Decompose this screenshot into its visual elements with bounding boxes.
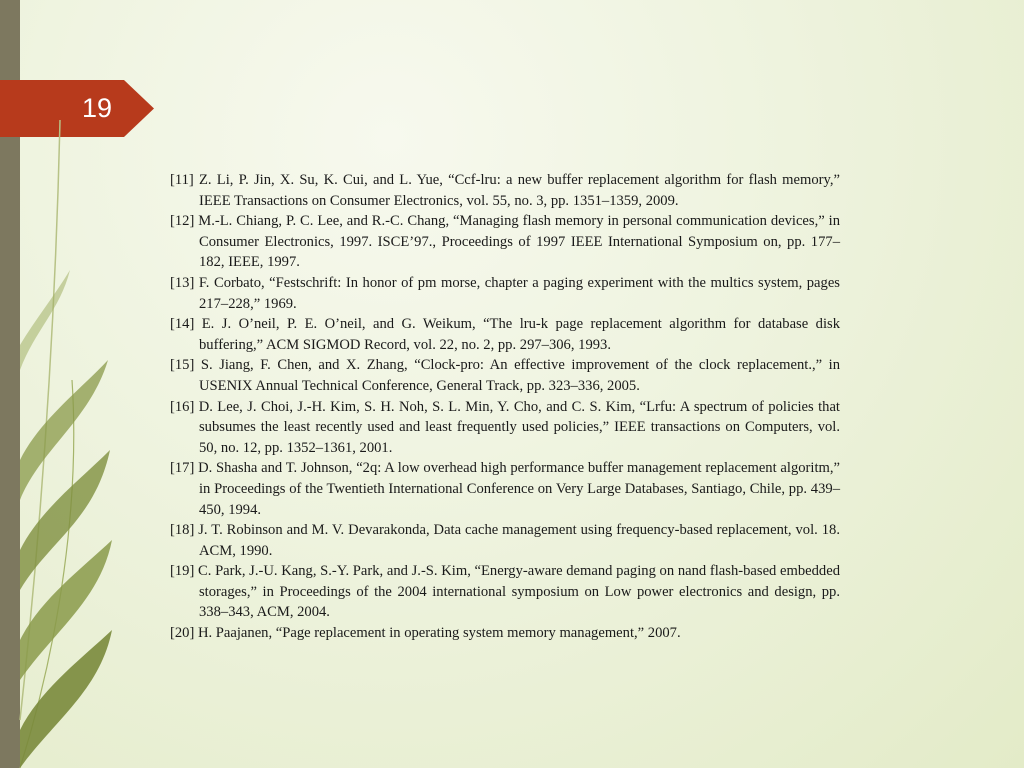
reference-item: [14] E. J. O’neil, P. E. O’neil, and G. Weikum, “The lru-k page replacement algorithm for database disk buffering,” ACM SIGMOD Record, vol. 22, no. 2, pp. 297–306, 1993. [170,316,840,353]
reference-list [170,170,840,644]
reference-item: [20] H. Paajanen, “Page replacement in operating system memory management,” 2007. [170,625,681,642]
reference-item: [17] D. Shasha and T. Johnson, “2q: A low overhead high performance buffer management replacement algoritm,” in Proceedings of the Twentieth International Conference on Very Large Databases, Santiago, Chile, pp. 439–450, 1994. [170,460,840,518]
reference-item: [15] S. Jiang, F. Chen, and X. Zhang, “Clock-pro: An effective improvement of the clock replacement.,” in USENIX Annual Technical Conference, General Track, pp. 323–336, 2005. [170,357,840,394]
reference-item: [13] F. Corbato, “Festschrift: In honor of pm morse, chapter a paging experiment with the multics system, pages 217–228,” 1969. [170,274,840,312]
reference-item: [19] C. Park, J.-U. Kang, S.-Y. Park, and J.-S. Kim, “Energy-aware demand paging on nand flash-based embedded storages,” in Proceedings of the 2004 international symposium on Low power electronics and design, pp. 338–343, ACM, 2004. [170,563,840,621]
decorative-leaves [0,120,120,768]
reference-item: [11] Z. Li, P. Jin, X. Su, K. Cui, and L. Yue, “Ccf-lru: a new buffer replacement algorithm for flash memory,” IEEE Transactions on Consumer Electronics, vol. 55, no. 3, pp. 1351–1359, 2009. [170,172,840,209]
reference-item: [18] J. T. Robinson and M. V. Devarakonda, Data cache management using frequency-based replacement, vol. 18. ACM, 1990. [170,522,840,559]
reference-item: [12] M.-L. Chiang, P. C. Lee, and R.-C. Chang, “Managing flash memory in personal communication devices,” in Consumer Electronics, 1997. ISCE’97., Proceedings of 1997 IEEE International Symposium on, pp. 177–182, IEEE, 1997. [170,213,840,271]
reference-item: [16] D. Lee, J. Choi, J.-H. Kim, S. H. Noh, S. L. Min, Y. Cho, and C. S. Kim, “Lrfu: A spectrum of policies that subsumes the least recently used and least frequently used policies,” IEEE transactions on Computers, vol. 50, no. 12, pp. 1352–1361, 2001. [170,398,840,456]
slide-number: 19 [82,93,113,123]
